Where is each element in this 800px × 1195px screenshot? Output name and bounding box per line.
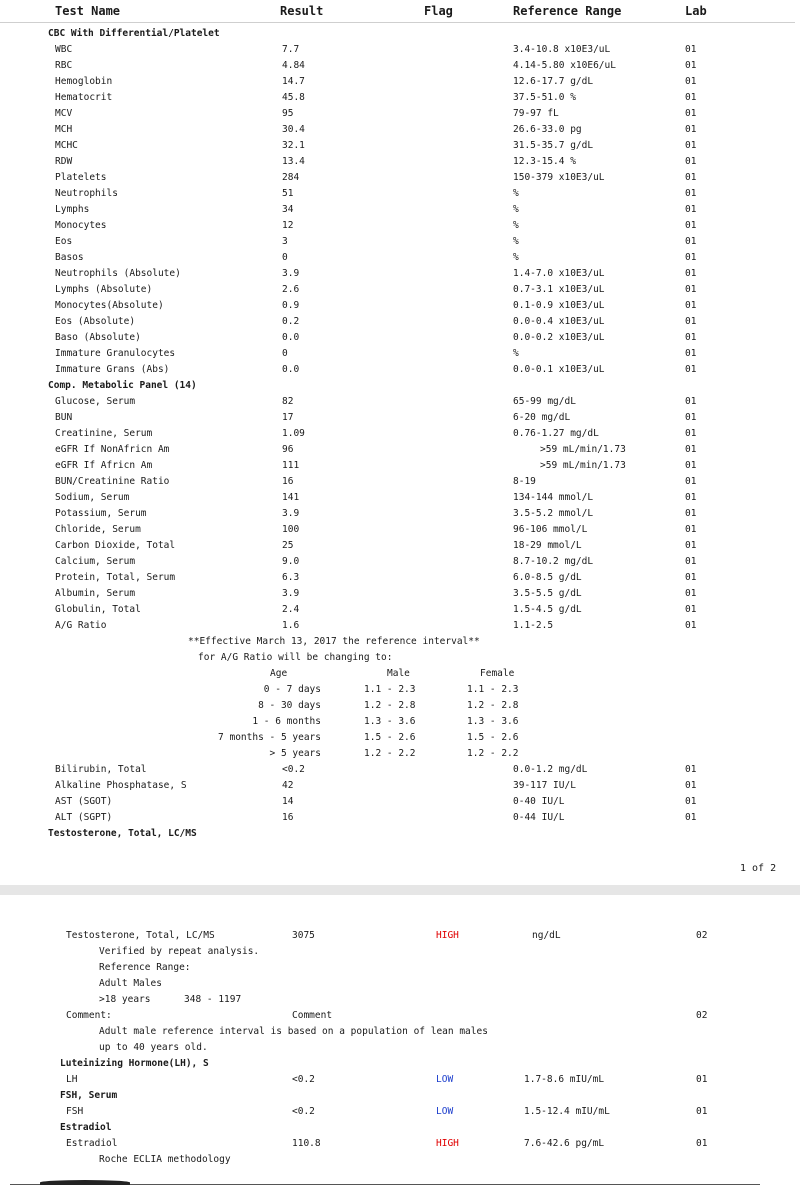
estradiol-name: Estradiol [66, 1138, 118, 1149]
page-separator [0, 885, 800, 895]
age-range-values: 348 - 1197 [184, 994, 242, 1005]
lab-code: 01 [685, 812, 697, 823]
estradiol-flag: HIGH [436, 1138, 459, 1149]
ag-female-range: 1.1 - 2.3 [467, 684, 519, 695]
test-name: ALT (SGPT) [55, 812, 113, 823]
test-name: RDW [55, 156, 73, 167]
test-result: 14 [282, 796, 294, 807]
lab-code: 01 [685, 524, 697, 535]
test-name: Monocytes [55, 220, 107, 231]
reference-range: 1.4-7.0 x10E3/uL [513, 268, 605, 279]
reference-range: 150-379 x10E3/uL [513, 172, 605, 183]
reference-range: 65-99 mg/dL [513, 396, 576, 407]
reference-range: 8-19 [513, 476, 536, 487]
test-result: 0.9 [282, 300, 300, 311]
reference-range: 3.5-5.5 g/dL [513, 588, 582, 599]
reference-range: 0.0-0.2 x10E3/uL [513, 332, 605, 343]
comment-line-2: up to 40 years old. [99, 1042, 208, 1053]
header-result: Result [280, 4, 324, 18]
lh-flag: LOW [436, 1074, 454, 1085]
estradiol-section-title: Estradiol [60, 1122, 112, 1133]
ag-female-range: 1.5 - 2.6 [467, 732, 519, 743]
test-result: 16 [282, 812, 294, 823]
test-result: 95 [282, 108, 294, 119]
reference-range-label: Reference Range: [99, 962, 191, 973]
lab-code: 01 [685, 604, 697, 615]
ag-male-range: 1.2 - 2.2 [364, 748, 416, 759]
ag-male-range: 1.5 - 2.6 [364, 732, 416, 743]
test-result: 82 [282, 396, 294, 407]
test-result: 3.9 [282, 268, 300, 279]
test-result: 4.84 [282, 60, 305, 71]
test-result: 1.6 [282, 620, 300, 631]
lab-code: 01 [685, 492, 697, 503]
test-result: 42 [282, 780, 294, 791]
reference-range: 134-144 mmol/L [513, 492, 594, 503]
reference-range: 8.7-10.2 mg/dL [513, 556, 594, 567]
comment-line-1: Adult male reference interval is based on a population of lean males [99, 1026, 488, 1037]
test-name: MCHC [55, 140, 78, 151]
estradiol-result: 110.8 [292, 1138, 321, 1149]
lab-code: 01 [685, 348, 697, 359]
lab-code: 01 [685, 220, 697, 231]
lab-code: 01 [685, 428, 697, 439]
lab-code: 01 [685, 396, 697, 407]
test-name: Basos [55, 252, 84, 263]
test-name: Potassium, Serum [55, 508, 147, 519]
test-result: 3.9 [282, 508, 300, 519]
test-name: Hematocrit [55, 92, 113, 103]
reference-range: % [513, 220, 519, 231]
reference-range: 12.6-17.7 g/dL [513, 76, 594, 87]
comment-label: Comment: [66, 1010, 112, 1021]
testosterone-name: Testosterone, Total, LC/MS [66, 930, 215, 941]
test-name: Lymphs [55, 204, 90, 215]
lab-code: 01 [685, 796, 697, 807]
reference-range: 4.14-5.80 x10E6/uL [513, 60, 616, 71]
reference-range: 0.0-1.2 mg/dL [513, 764, 588, 775]
reference-range: 3.4-10.8 x10E3/uL [513, 44, 611, 55]
ag-female-range: 1.2 - 2.8 [467, 700, 519, 711]
lh-result: <0.2 [292, 1074, 315, 1085]
section-title: CBC With Differential/Platelet [48, 28, 220, 39]
reference-range: 26.6-33.0 pg [513, 124, 582, 135]
lab-code: 01 [685, 540, 697, 551]
test-name: Alkaline Phosphatase, S [55, 780, 187, 791]
test-name: Platelets [55, 172, 107, 183]
testosterone-lab: 02 [696, 930, 708, 941]
test-result: 6.3 [282, 572, 300, 583]
lh-name: LH [66, 1074, 78, 1085]
testosterone-range: ng/dL [532, 930, 561, 941]
lab-code: 01 [685, 92, 697, 103]
lab-code: 01 [685, 764, 697, 775]
reference-range: 0.76-1.27 mg/dL [513, 428, 599, 439]
test-name: Carbon Dioxide, Total [55, 540, 176, 551]
test-name: Hemoglobin [55, 76, 113, 87]
test-result: 13.4 [282, 156, 305, 167]
test-result: 51 [282, 188, 294, 199]
test-result: 7.7 [282, 44, 300, 55]
reference-range: % [513, 252, 519, 263]
test-name: BUN/Creatinine Ratio [55, 476, 170, 487]
reference-range: % [513, 204, 519, 215]
ag-male-range: 1.3 - 3.6 [364, 716, 416, 727]
test-name: eGFR If NonAfricn Am [55, 444, 170, 455]
reference-range: 0.1-0.9 x10E3/uL [513, 300, 605, 311]
reference-range: 1.5-4.5 g/dL [513, 604, 582, 615]
lab-code: 01 [685, 204, 697, 215]
test-result: 141 [282, 492, 300, 503]
methodology-note: Roche ECLIA methodology [99, 1154, 231, 1165]
test-result: 284 [282, 172, 300, 183]
test-result: 32.1 [282, 140, 305, 151]
test-name: Monocytes(Absolute) [55, 300, 164, 311]
lab-code: 01 [685, 108, 697, 119]
fsh-name: FSH [66, 1106, 84, 1117]
test-result: 3 [282, 236, 288, 247]
test-result: 14.7 [282, 76, 305, 87]
lab-code: 01 [685, 236, 697, 247]
ag-male-range: 1.1 - 2.3 [364, 684, 416, 695]
test-name: Globulin, Total [55, 604, 141, 615]
header-lab: Lab [685, 4, 707, 18]
test-result: 9.0 [282, 556, 300, 567]
test-name: Protein, Total, Serum [55, 572, 176, 583]
reference-range: 6.0-8.5 g/dL [513, 572, 582, 583]
reference-range: 6-20 mg/dL [513, 412, 571, 423]
test-name: Calcium, Serum [55, 556, 136, 567]
lab-code: 01 [685, 588, 697, 599]
verified-note: Verified by repeat analysis. [99, 946, 260, 957]
ag-col-female: Female [480, 668, 515, 679]
reference-range: % [513, 188, 519, 199]
lab-code: 01 [685, 252, 697, 263]
lab-code: 01 [685, 284, 697, 295]
test-name: AST (SGOT) [55, 796, 113, 807]
test-result: 2.6 [282, 284, 300, 295]
lab-code: 01 [685, 140, 697, 151]
test-name: Neutrophils [55, 188, 118, 199]
lab-code: 01 [685, 172, 697, 183]
test-name: Lymphs (Absolute) [55, 284, 153, 295]
test-name: BUN [55, 412, 73, 423]
adult-males-label: Adult Males [99, 978, 162, 989]
ag-male-range: 1.2 - 2.8 [364, 700, 416, 711]
test-result: 2.4 [282, 604, 300, 615]
test-name: MCV [55, 108, 73, 119]
report-page-2 [0, 895, 800, 1195]
reference-range: 39-117 IU/L [513, 780, 576, 791]
test-name: A/G Ratio [55, 620, 107, 631]
reference-range: 0.0-0.4 x10E3/uL [513, 316, 605, 327]
test-result: 111 [282, 460, 300, 471]
test-result: 30.4 [282, 124, 305, 135]
lab-code: 01 [685, 44, 697, 55]
lab-code: 01 [685, 60, 697, 71]
header-divider [0, 22, 795, 23]
test-name: Neutrophils (Absolute) [55, 268, 181, 279]
test-name: Chloride, Serum [55, 524, 141, 535]
ag-female-range: 1.2 - 2.2 [467, 748, 519, 759]
signature-mark [40, 1180, 130, 1185]
reference-range: 0.0-0.1 x10E3/uL [513, 364, 605, 375]
estradiol-range: 7.6-42.6 pg/mL [524, 1138, 605, 1149]
test-name: Sodium, Serum [55, 492, 130, 503]
reference-range: 0-40 IU/L [513, 796, 565, 807]
reference-range: % [513, 236, 519, 247]
reference-range: 31.5-35.7 g/dL [513, 140, 594, 151]
lab-code: 01 [685, 76, 697, 87]
test-result: 45.8 [282, 92, 305, 103]
test-name: Immature Grans (Abs) [55, 364, 170, 375]
lab-code: 01 [685, 156, 697, 167]
lab-code: 01 [685, 508, 697, 519]
test-name: Glucose, Serum [55, 396, 136, 407]
reference-range: >59 mL/min/1.73 [540, 460, 626, 471]
lab-code: 01 [685, 620, 697, 631]
test-result: 1.09 [282, 428, 305, 439]
test-result: 0 [282, 348, 288, 359]
reference-range: 3.5-5.2 mmol/L [513, 508, 594, 519]
lh-range: 1.7-8.6 mIU/mL [524, 1074, 605, 1085]
lab-code: 01 [685, 412, 697, 423]
ag-age: 1 - 6 months [252, 716, 321, 727]
ag-col-male: Male [387, 668, 410, 679]
ag-note-line-1: **Effective March 13, 2017 the reference interval** [188, 636, 480, 647]
test-result: 17 [282, 412, 294, 423]
lab-code: 01 [685, 364, 697, 375]
test-result: 0.0 [282, 332, 300, 343]
test-result: <0.2 [282, 764, 305, 775]
lab-code: 01 [685, 316, 697, 327]
test-name: Albumin, Serum [55, 588, 136, 599]
lab-code: 01 [685, 332, 697, 343]
lab-code: 01 [685, 556, 697, 567]
page-number: 1 of 2 [740, 863, 777, 874]
test-name: WBC [55, 44, 73, 55]
test-result: 0.2 [282, 316, 300, 327]
lab-code: 01 [685, 572, 697, 583]
test-result: 12 [282, 220, 294, 231]
fsh-lab: 01 [696, 1106, 708, 1117]
header-test-name: Test Name [55, 4, 121, 18]
reference-range: 79-97 fL [513, 108, 559, 119]
reference-range: 96-106 mmol/L [513, 524, 588, 535]
lab-code: 01 [685, 188, 697, 199]
lab-code: 01 [685, 444, 697, 455]
ag-female-range: 1.3 - 3.6 [467, 716, 519, 727]
test-name: Eos (Absolute) [55, 316, 136, 327]
fsh-section-title: FSH, Serum [60, 1090, 118, 1101]
lab-code: 01 [685, 268, 697, 279]
fsh-result: <0.2 [292, 1106, 315, 1117]
age-range-label: >18 years [99, 994, 151, 1005]
ag-col-age: Age [270, 668, 288, 679]
test-result: 0.0 [282, 364, 300, 375]
test-result: 25 [282, 540, 294, 551]
ag-note-line-2: for A/G Ratio will be changing to: [198, 652, 393, 663]
reference-range: 1.1-2.5 [513, 620, 554, 631]
header-reference-range: Reference Range [513, 4, 622, 18]
reference-range: >59 mL/min/1.73 [540, 444, 626, 455]
ag-age: 8 - 30 days [258, 700, 321, 711]
test-name: Bilirubin, Total [55, 764, 147, 775]
section-title: Comp. Metabolic Panel (14) [48, 380, 197, 391]
section-title: Testosterone, Total, LC/MS [48, 828, 197, 839]
test-name: Immature Granulocytes [55, 348, 176, 359]
test-result: 96 [282, 444, 294, 455]
test-name: Baso (Absolute) [55, 332, 141, 343]
reference-range: 12.3-15.4 % [513, 156, 576, 167]
test-result: 100 [282, 524, 300, 535]
reference-range: 18-29 mmol/L [513, 540, 582, 551]
ag-age: > 5 years [269, 748, 321, 759]
test-name: RBC [55, 60, 73, 71]
reference-range: 37.5-51.0 % [513, 92, 576, 103]
lab-code: 01 [685, 460, 697, 471]
ag-age: 7 months - 5 years [218, 732, 321, 743]
comment-lab: 02 [696, 1010, 708, 1021]
fsh-flag: LOW [436, 1106, 454, 1117]
test-result: 16 [282, 476, 294, 487]
lh-lab: 01 [696, 1074, 708, 1085]
test-result: 3.9 [282, 588, 300, 599]
estradiol-lab: 01 [696, 1138, 708, 1149]
fsh-range: 1.5-12.4 mIU/mL [524, 1106, 610, 1117]
test-name: Eos [55, 236, 73, 247]
testosterone-flag: HIGH [436, 930, 459, 941]
reference-range: 0-44 IU/L [513, 812, 565, 823]
reference-range: 0.7-3.1 x10E3/uL [513, 284, 605, 295]
lab-code: 01 [685, 124, 697, 135]
header-flag: Flag [424, 4, 453, 18]
lab-code: 01 [685, 780, 697, 791]
test-name: MCH [55, 124, 73, 135]
test-name: eGFR If Africn Am [55, 460, 153, 471]
testosterone-result: 3075 [292, 930, 315, 941]
lab-code: 01 [685, 300, 697, 311]
comment-result: Comment [292, 1010, 333, 1021]
test-name: Creatinine, Serum [55, 428, 153, 439]
lh-section-title: Luteinizing Hormone(LH), S [60, 1058, 209, 1069]
test-result: 0 [282, 252, 288, 263]
test-result: 34 [282, 204, 294, 215]
lab-code: 01 [685, 476, 697, 487]
ag-age: 0 - 7 days [263, 684, 321, 695]
reference-range: % [513, 348, 519, 359]
